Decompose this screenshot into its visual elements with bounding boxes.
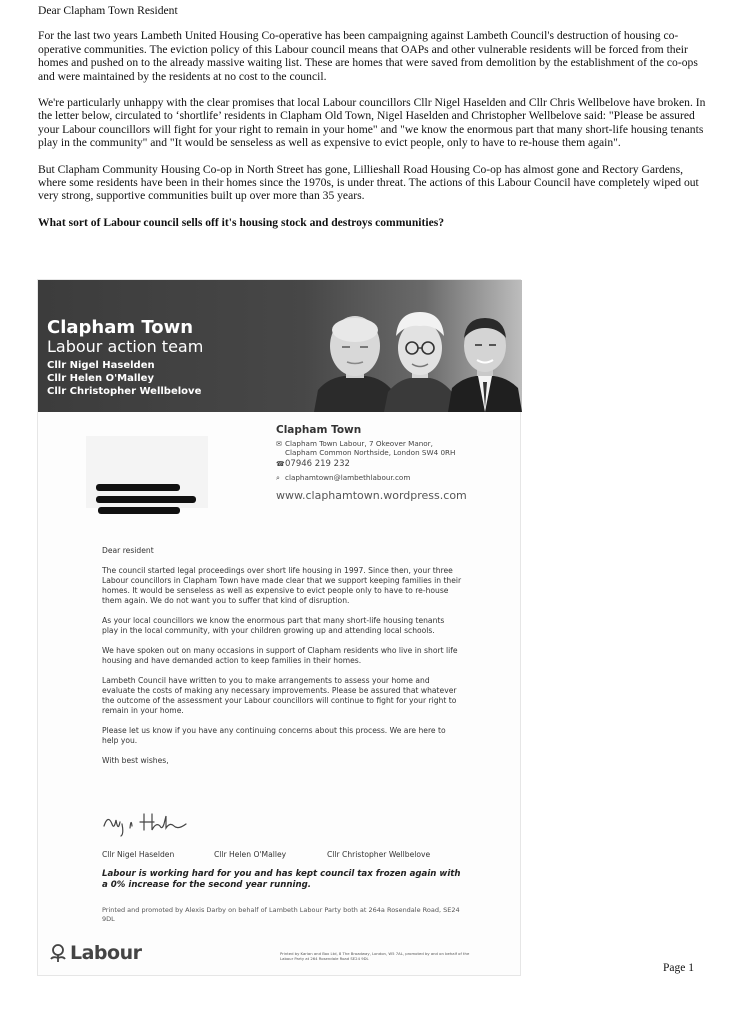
leaflet-paragraph-5: Please let us know if you have any continuing concerns about this process. We are here to help you.: [102, 726, 446, 745]
question-heading: What sort of Labour council sells off it's housing stock and destroys communities?: [38, 215, 445, 229]
councillor-photo-3: [448, 308, 522, 412]
leaflet-greeting: Dear resident: [102, 546, 154, 555]
leaflet-letter-body: [102, 546, 462, 776]
email-address: claphamtown@lambethlabour.com: [285, 473, 411, 482]
address-line-1: Clapham Town Labour, 7 Okeover Manor,: [285, 439, 433, 448]
recipient-address-block: [86, 436, 208, 508]
redaction-bar: [96, 496, 196, 503]
paragraph-2: We're particularly unhappy with the clear promises that local Labour councillors Cllr Nigel Haselden and Cllr Chris Wellbelove have broken. In the letter below, circulated to ‘shortlife’ residents in Clapham Old Town, Nigel Haselden and Christopher Wellbelove said: "Please be assured your Labour councillors will fight for your right to remain in your home" and "we know the enormous part that many short-life housing tenants play in the community" and "It would be senseless as well as expensive to evict people, only to have to re-house them again".: [38, 96, 706, 150]
phone-icon: ☎: [276, 460, 285, 468]
address-line-2: Clapham Common Northside, London SW4 0RH: [285, 448, 456, 457]
cover-letter: [38, 4, 706, 242]
banner-title: Clapham Town: [47, 317, 194, 338]
envelope-icon: ✉: [276, 440, 282, 448]
leaflet-closing: With best wishes,: [102, 756, 169, 765]
leaflet-paragraph-4: Lambeth Council have written to you to make arrangements to assess your home and evaluate the costs of making any necessary improvements. Please be assured that whatever the outcome of the assessment your Labour councillors will continue to fight for your right to remain in your home.: [102, 676, 457, 715]
contact-address-cont: [276, 448, 455, 457]
rose-icon: [48, 943, 68, 963]
councillor-photo-2: [384, 304, 456, 412]
banner-councillor-1: Cllr Nigel Haselden: [47, 360, 155, 371]
handwritten-signature: [100, 808, 190, 838]
salutation: Dear Clapham Town Resident: [38, 4, 178, 17]
phone-number: 07946 219 232: [285, 459, 350, 469]
redaction-bar: [96, 484, 180, 491]
banner-subtitle: Labour action team: [47, 337, 204, 356]
mouse-icon: ⌕: [276, 474, 280, 482]
signatory-3: Cllr Christopher Wellbelove: [327, 850, 431, 859]
contact-phone: [276, 460, 350, 469]
scanned-leaflet: [37, 279, 521, 976]
leaflet-banner: [38, 280, 522, 412]
banner-councillor-3: Cllr Christopher Wellbelove: [47, 386, 202, 397]
paragraph-1: For the last two years Lambeth United Housing Co-operative has been campaigning against Lambeth Council's destruction of housing co-operative communities. The eviction policy of this Labour council means that OAPs and other vulnerable residents will be forced from their homes and pushed on to the already massive waiting list. These are homes that were saved from demolition by the establishment of the co-ops and were maintained by the residents at no cost to the council.: [38, 29, 698, 83]
leaflet-paragraph-2: As your local councillors we know the enormous part that many short-life housing tenants play in the local community, with your children growing up and attending local schools.: [102, 616, 445, 635]
leaflet-paragraph-1: The council started legal proceedings over short life housing in 1997. Since then, your three Labour councillors in Clapham Town have made clear that we support keeping families in their homes. It would be senseless as well as expensive to evict people only to have to re-house them again. We do not want you to suffer that kind of disruption.: [102, 566, 462, 605]
redaction-bar: [98, 507, 180, 514]
contact-heading: Clapham Town: [276, 424, 362, 436]
website-url: www.claphamtown.wordpress.com: [276, 489, 467, 502]
paragraph-3: But Clapham Community Housing Co-op in North Street has gone, Lillieshall Road Housing Co-op has almost gone and Rectory Gardens, where some residents have been in their homes since the 1970s, is under threat. The actions of this Labour Council have completely wiped out very strong, supportive communities built up over more than 35 years.: [38, 162, 699, 203]
page-number: Page 1: [663, 962, 694, 974]
printer-fine-print: Printed by Karian and Box Ltd, 8 The Broadway, London, W5 7AL, promoted by and on behalf of the Labour Party at 264 Rosendale Road SE24 9DL: [280, 951, 470, 961]
signatory-1: Cllr Nigel Haselden: [102, 850, 175, 859]
council-tax-slogan: Labour is working hard for you and has kept council tax frozen again with a 0% increase for the second year running.: [102, 869, 461, 890]
imprint-text: Printed and promoted by Alexis Darby on behalf of Lambeth Labour Party both at 264a Rosendale Road, SE24 9DL: [102, 906, 460, 923]
labour-logo: [48, 942, 141, 964]
leaflet-paragraph-3: We have spoken out on many occasions in support of Clapham residents who live in short life housing and have demanded action to keep families in their homes.: [102, 646, 458, 665]
contact-email: [276, 473, 410, 483]
banner-councillor-2: Cllr Helen O'Malley: [47, 373, 154, 384]
signatory-2: Cllr Helen O'Malley: [214, 850, 287, 859]
labour-wordmark: Labour: [70, 942, 142, 964]
